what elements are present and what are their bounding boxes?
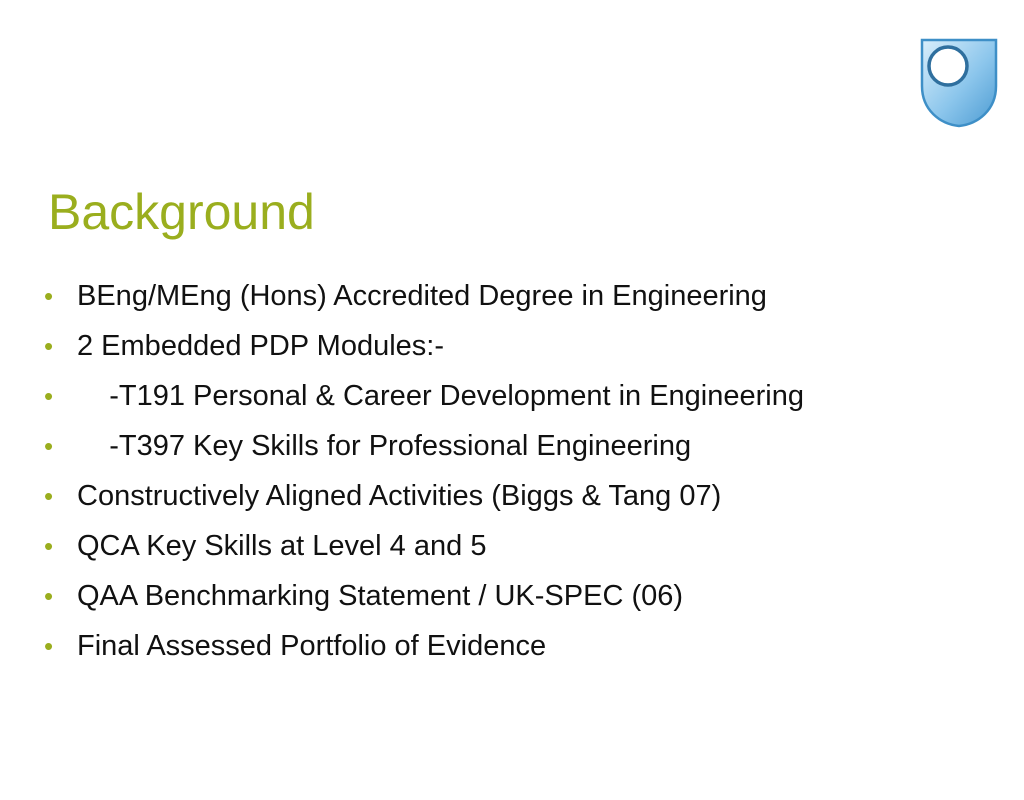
bullet-marker: • xyxy=(44,431,54,461)
bullet-item xyxy=(44,624,547,674)
bullet-text: Constructively Aligned Activities (Biggs & Tang 07) xyxy=(77,480,722,512)
bullet-marker: • xyxy=(44,581,54,611)
bullet-text: 2 Embedded PDP Modules:- xyxy=(77,330,445,362)
bullet-marker: • xyxy=(44,381,54,411)
bullet-text: BEng/MEng (Hons) Accredited Degree in Engineering xyxy=(77,280,767,312)
bullet-text: QAA Benchmarking Statement / UK-SPEC (06) xyxy=(77,580,684,612)
bullet-item xyxy=(44,574,684,624)
bullet-text: -T191 Personal & Career Development in Engineering xyxy=(77,380,804,412)
bullet-text: QCA Key Skills at Level 4 and 5 xyxy=(77,530,487,562)
bullet-marker: • xyxy=(44,281,54,311)
bullet-marker: • xyxy=(44,331,54,361)
bullet-item xyxy=(44,474,722,524)
bullet-item xyxy=(44,374,804,424)
bullet-text: Final Assessed Portfolio of Evidence xyxy=(77,630,547,662)
bullet-text: -T397 Key Skills for Professional Engineering xyxy=(77,430,692,462)
bullet-item xyxy=(44,324,445,374)
bullet-list xyxy=(44,274,804,674)
bullet-item xyxy=(44,424,692,474)
bullet-item xyxy=(44,524,487,574)
slide-title: Background xyxy=(48,184,315,240)
bullet-marker: • xyxy=(44,631,54,661)
bullet-marker: • xyxy=(44,531,54,561)
bullet-item xyxy=(44,274,767,324)
open-university-shield-logo-icon xyxy=(918,36,1000,128)
bullet-marker: • xyxy=(44,481,54,511)
